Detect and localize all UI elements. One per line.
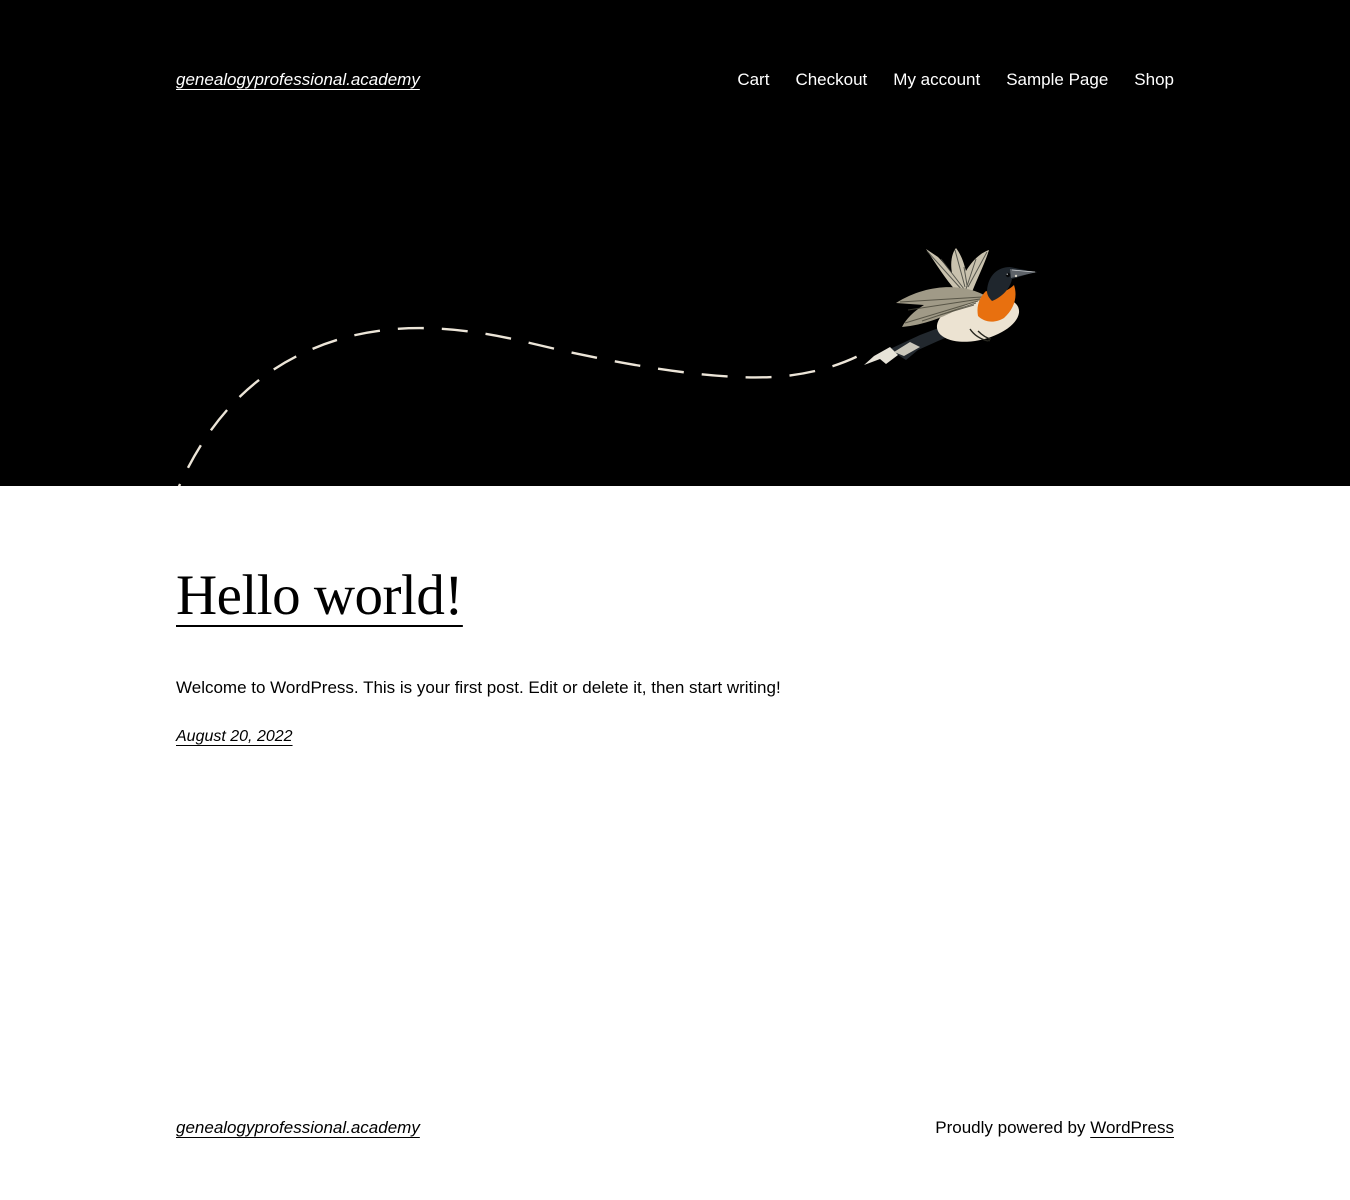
nav-item-shop[interactable]: Shop — [1134, 70, 1174, 89]
post-excerpt: Welcome to WordPress. This is your first post. Edit or delete it, then start writing! — [176, 678, 781, 698]
nav-item-my-account[interactable]: My account — [893, 70, 981, 89]
post-date — [176, 728, 1174, 746]
site-title-link[interactable]: genealogyprofessional.academy — [176, 70, 420, 89]
post-item — [176, 562, 1174, 746]
site-main — [0, 486, 1350, 1118]
nav-item-sample-page[interactable]: Sample Page — [1006, 70, 1109, 89]
footer-credit-text: Proudly powered by — [935, 1118, 1091, 1137]
site-footer — [0, 1118, 1350, 1200]
nav-item-cart[interactable]: Cart — [737, 70, 770, 89]
nav-item-checkout[interactable]: Checkout — [795, 70, 868, 89]
site-header — [0, 0, 1350, 486]
footer-credit — [935, 1118, 1174, 1138]
header-bar — [176, 0, 1174, 90]
post-list — [176, 486, 1174, 746]
flying-bird-icon — [864, 248, 1037, 365]
footer-inner — [176, 1118, 1174, 1200]
main-nav — [737, 70, 1174, 90]
flight-path-line — [170, 328, 866, 486]
post-title — [176, 562, 1174, 630]
post-date-link[interactable]: August 20, 2022 — [176, 727, 293, 745]
wordpress-link[interactable]: WordPress — [1090, 1118, 1174, 1137]
post-title-link[interactable]: Hello world! — [176, 564, 463, 627]
footer-site-title-link[interactable]: genealogyprofessional.academy — [176, 1118, 420, 1137]
